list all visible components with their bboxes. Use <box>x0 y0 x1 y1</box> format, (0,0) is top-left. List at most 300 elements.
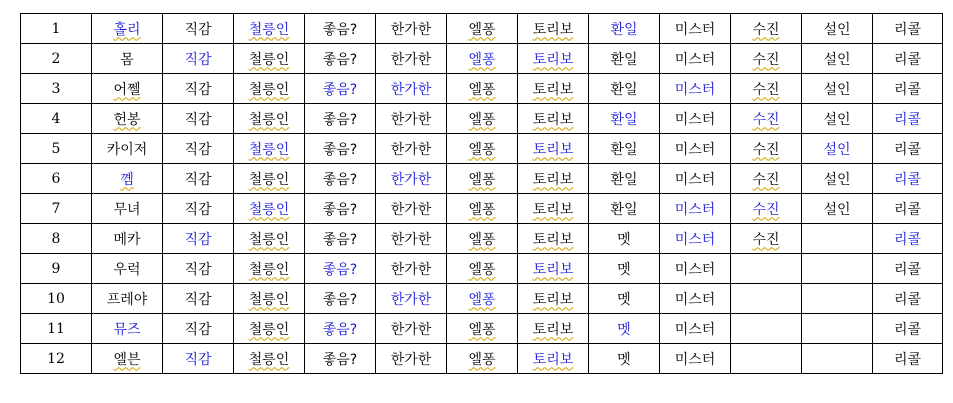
cell-text: 미스터 <box>674 351 716 368</box>
cell-text: 한가한 <box>390 21 432 38</box>
cell-text: 멧 <box>617 321 631 338</box>
cell-text: 미스터 <box>674 111 716 128</box>
row-number-cell: 5 <box>21 134 92 164</box>
table-cell <box>589 134 660 164</box>
table-cell <box>660 194 731 224</box>
cell-text: 리콜 <box>893 321 922 338</box>
table-cell <box>163 344 234 374</box>
table-cell <box>376 14 447 44</box>
table-cell <box>518 344 589 374</box>
cell-text: 토리보 <box>532 81 574 98</box>
cell-text: 리콜 <box>893 51 922 68</box>
table-cell <box>305 14 376 44</box>
cell-text: 토리보 <box>532 351 574 368</box>
table-cell <box>660 134 731 164</box>
cell-text: 설인 <box>823 171 851 188</box>
table-cell <box>92 284 163 314</box>
table-cell <box>660 254 731 284</box>
table-cell <box>802 194 873 224</box>
row-number-cell: 3 <box>21 74 92 104</box>
table-cell <box>731 134 802 164</box>
table-cell <box>376 164 447 194</box>
cell-text: 좋음? <box>322 111 358 128</box>
cell-text: 좋음? <box>322 351 358 368</box>
cell-text: 설인 <box>823 21 851 38</box>
cell-text: 엘퐁 <box>468 291 496 308</box>
table-cell <box>234 284 305 314</box>
table-cell <box>518 14 589 44</box>
table-cell <box>163 224 234 254</box>
table-cell <box>92 224 163 254</box>
table-cell <box>518 74 589 104</box>
cell-text: 수진 <box>752 201 780 218</box>
cell-text: 직감 <box>184 321 212 338</box>
cell-text: 철릉인 <box>248 171 290 188</box>
table-cell <box>589 284 660 314</box>
cell-text: 좋음? <box>322 321 358 338</box>
cell-text: 토리보 <box>532 141 574 158</box>
table-cell <box>660 284 731 314</box>
cell-text: 철릉인 <box>248 201 290 218</box>
table-cell <box>731 164 802 194</box>
table-cell <box>163 254 234 284</box>
cell-text: 멧 <box>617 291 631 308</box>
cell-text: 설인 <box>823 111 851 128</box>
table-cell <box>447 254 518 284</box>
table-cell <box>305 224 376 254</box>
cell-text: 철릉인 <box>248 291 290 308</box>
table-cell <box>234 344 305 374</box>
cell-text: 엘퐁 <box>468 21 496 38</box>
table-cell <box>802 284 873 314</box>
cell-text: 환일 <box>610 171 638 188</box>
cell-text: 철릉인 <box>248 21 290 38</box>
table-cell <box>518 224 589 254</box>
cell-text: 직감 <box>184 81 212 98</box>
table-cell <box>305 314 376 344</box>
table-cell <box>92 314 163 344</box>
table-cell <box>873 314 943 344</box>
cell-text: 몸 <box>120 51 134 68</box>
table-cell <box>447 134 518 164</box>
cell-text: 한가한 <box>390 201 432 218</box>
cell-text: 한가한 <box>390 141 432 158</box>
cell-text: 토리보 <box>532 201 574 218</box>
table-cell <box>873 164 943 194</box>
cell-text: 수진 <box>752 111 780 128</box>
cell-text: 좋음? <box>322 51 358 68</box>
cell-text: 환일 <box>610 111 638 128</box>
cell-text: 엘퐁 <box>468 141 496 158</box>
cell-text: 한가한 <box>390 231 432 248</box>
table-cell <box>660 344 731 374</box>
cell-text: 좋음? <box>322 81 358 98</box>
table-cell <box>447 224 518 254</box>
table-cell <box>447 14 518 44</box>
table-cell <box>447 284 518 314</box>
table-row <box>21 104 943 134</box>
cell-text: 토리보 <box>532 21 574 38</box>
cell-text: 엘퐁 <box>468 321 496 338</box>
table-cell <box>92 164 163 194</box>
cell-text: 무녀 <box>113 201 141 218</box>
cell-text: 철릉인 <box>248 261 290 278</box>
cell-text: 직감 <box>184 261 212 278</box>
cell-text: 환일 <box>610 141 638 158</box>
cell-text: 미스터 <box>674 21 716 38</box>
table-cell <box>802 314 873 344</box>
cell-text: 프레야 <box>106 291 148 308</box>
cell-text: 엘퐁 <box>468 351 496 368</box>
table-cell <box>802 74 873 104</box>
table-cell <box>163 284 234 314</box>
table-cell <box>305 194 376 224</box>
table-cell <box>305 74 376 104</box>
cell-text: 뮤즈 <box>113 321 141 338</box>
cell-text: 좋음? <box>322 291 358 308</box>
cell-text: 멧 <box>617 231 631 248</box>
cell-text: 리콜 <box>893 231 922 248</box>
cell-text: 리콜 <box>893 141 922 158</box>
table-row <box>21 14 943 44</box>
table-cell <box>518 134 589 164</box>
table-cell <box>660 224 731 254</box>
table-cell <box>92 44 163 74</box>
table-cell <box>518 164 589 194</box>
table-cell <box>447 314 518 344</box>
table-cell <box>376 254 447 284</box>
table-cell <box>447 164 518 194</box>
cell-text: 리콜 <box>893 111 922 128</box>
cell-text: 우럭 <box>113 261 141 278</box>
cell-text: 미스터 <box>674 201 716 218</box>
row-number-cell: 8 <box>21 224 92 254</box>
table-row <box>21 284 943 314</box>
cell-text: 수진 <box>752 51 780 68</box>
table-cell <box>163 314 234 344</box>
table-cell <box>873 284 943 314</box>
table-cell <box>802 134 873 164</box>
table-cell <box>376 284 447 314</box>
table-cell <box>163 14 234 44</box>
cell-text: 수진 <box>752 231 780 248</box>
table-cell <box>589 74 660 104</box>
table-cell <box>731 14 802 44</box>
row-number-cell: 2 <box>21 44 92 74</box>
cell-text: 좋음? <box>322 141 358 158</box>
table-cell <box>92 254 163 284</box>
table-cell <box>234 164 305 194</box>
cell-text: 직감 <box>184 201 212 218</box>
table-cell <box>660 314 731 344</box>
cell-text: 철릉인 <box>248 321 290 338</box>
cell-text: 좋음? <box>322 201 358 218</box>
cell-text: 설인 <box>823 51 851 68</box>
table-cell <box>447 44 518 74</box>
cell-text: 토리보 <box>532 321 574 338</box>
table-cell <box>163 44 234 74</box>
cell-text: 한가한 <box>390 351 432 368</box>
row-number-cell: 11 <box>21 314 92 344</box>
table-cell <box>802 44 873 74</box>
cell-text: 리콜 <box>893 21 922 38</box>
table-cell <box>518 284 589 314</box>
table-cell <box>305 344 376 374</box>
cell-text: 토리보 <box>532 171 574 188</box>
table-row <box>21 134 943 164</box>
row-number-cell: 9 <box>21 254 92 284</box>
cell-text: 철릉인 <box>248 141 290 158</box>
table-cell <box>589 164 660 194</box>
table-cell <box>802 224 873 254</box>
table-cell <box>589 14 660 44</box>
cell-text: 한가한 <box>390 81 432 98</box>
cell-text: 엘퐁 <box>468 231 496 248</box>
table-cell <box>873 14 943 44</box>
table-cell <box>660 14 731 44</box>
cell-text: 한가한 <box>390 171 432 188</box>
cell-text: 직감 <box>184 171 212 188</box>
row-number-cell: 10 <box>21 284 92 314</box>
table-cell <box>518 44 589 74</box>
cell-text: 멧 <box>617 351 631 368</box>
table-cell <box>376 194 447 224</box>
table-cell <box>234 104 305 134</box>
data-table <box>20 13 943 374</box>
table-cell <box>163 74 234 104</box>
cell-text: 엘븐 <box>113 351 141 368</box>
table-cell <box>731 194 802 224</box>
table-row <box>21 254 943 284</box>
cell-text: 리콜 <box>893 351 922 368</box>
cell-text: 직감 <box>184 351 212 368</box>
table-cell <box>376 314 447 344</box>
table-cell <box>518 194 589 224</box>
table-cell <box>305 44 376 74</box>
table-row <box>21 224 943 254</box>
cell-text: 철릉인 <box>248 51 290 68</box>
cell-text: 수진 <box>752 141 780 158</box>
cell-text: 철릉인 <box>248 351 290 368</box>
table-cell <box>589 44 660 74</box>
cell-text: 리콜 <box>893 291 922 308</box>
cell-text: 수진 <box>752 81 780 98</box>
table-cell <box>92 74 163 104</box>
cell-text: 좋음? <box>322 261 358 278</box>
table-row <box>21 74 943 104</box>
table-cell <box>873 224 943 254</box>
table-body <box>21 14 943 374</box>
table-cell <box>731 344 802 374</box>
table-cell <box>447 74 518 104</box>
cell-text: 헌봉 <box>113 111 141 128</box>
row-number-cell: 4 <box>21 104 92 134</box>
table-cell <box>589 194 660 224</box>
table-cell <box>873 74 943 104</box>
table-cell <box>234 134 305 164</box>
table-cell <box>731 254 802 284</box>
cell-text: 환일 <box>610 51 638 68</box>
row-number-cell: 1 <box>21 14 92 44</box>
cell-text: 미스터 <box>674 81 716 98</box>
table-cell <box>589 314 660 344</box>
table-cell <box>376 224 447 254</box>
cell-text: 엘퐁 <box>468 81 496 98</box>
cell-text: 좋음? <box>322 21 358 38</box>
cell-text: 직감 <box>184 51 212 68</box>
table-cell <box>163 134 234 164</box>
table-cell <box>92 134 163 164</box>
row-number-cell: 12 <box>21 344 92 374</box>
table-cell <box>234 44 305 74</box>
table-cell <box>305 284 376 314</box>
table-cell <box>802 344 873 374</box>
cell-text: 설인 <box>823 141 851 158</box>
cell-text: 수진 <box>752 171 780 188</box>
cell-text: 리콜 <box>893 171 922 188</box>
table-row <box>21 194 943 224</box>
table-cell <box>518 254 589 284</box>
cell-text: 미스터 <box>674 231 716 248</box>
table-cell <box>92 344 163 374</box>
table-cell <box>873 344 943 374</box>
cell-text: 미스터 <box>674 291 716 308</box>
cell-text: 미스터 <box>674 141 716 158</box>
table-row <box>21 344 943 374</box>
cell-text: 철릉인 <box>248 231 290 248</box>
cell-text: 환일 <box>610 81 638 98</box>
cell-text: 철릉인 <box>248 81 290 98</box>
table-cell <box>660 104 731 134</box>
cell-text: 직감 <box>184 141 212 158</box>
cell-text: 설인 <box>823 81 851 98</box>
table-cell <box>447 344 518 374</box>
cell-text: 엘퐁 <box>468 51 496 68</box>
cell-text: 좋음? <box>322 231 358 248</box>
table-cell <box>518 104 589 134</box>
cell-text: 토리보 <box>532 51 574 68</box>
table-cell <box>163 194 234 224</box>
table-cell <box>589 224 660 254</box>
cell-text: 직감 <box>184 111 212 128</box>
table-cell <box>163 164 234 194</box>
cell-text: 리콜 <box>893 261 922 278</box>
table-cell <box>873 44 943 74</box>
table-cell <box>873 134 943 164</box>
cell-text: 엘퐁 <box>468 201 496 218</box>
cell-text: 한가한 <box>390 111 432 128</box>
table-cell <box>518 314 589 344</box>
cell-text: 카이저 <box>106 141 148 158</box>
cell-text: 한가한 <box>390 51 432 68</box>
cell-text: 어쩰 <box>113 81 141 98</box>
table-cell <box>589 344 660 374</box>
table-cell <box>660 74 731 104</box>
table-row <box>21 314 943 344</box>
table-cell <box>234 254 305 284</box>
table-row <box>21 44 943 74</box>
table-cell <box>376 104 447 134</box>
table-cell <box>873 104 943 134</box>
table-cell <box>305 134 376 164</box>
table-cell <box>234 74 305 104</box>
table-cell <box>234 194 305 224</box>
table-cell <box>447 194 518 224</box>
row-number-cell: 7 <box>21 194 92 224</box>
cell-text: 엘퐁 <box>468 111 496 128</box>
table-cell <box>873 254 943 284</box>
table-cell <box>731 314 802 344</box>
table-cell <box>802 254 873 284</box>
cell-text: 직감 <box>184 231 212 248</box>
cell-text: 철릉인 <box>248 111 290 128</box>
table-cell <box>589 254 660 284</box>
cell-text: 환일 <box>610 201 638 218</box>
cell-text: 미스터 <box>674 261 716 278</box>
cell-text: 환일 <box>610 21 638 38</box>
table-cell <box>234 314 305 344</box>
row-number-cell: 6 <box>21 164 92 194</box>
cell-text: 미스터 <box>674 51 716 68</box>
cell-text: 한가한 <box>390 321 432 338</box>
table-cell <box>731 74 802 104</box>
table-cell <box>447 104 518 134</box>
cell-text: 토리보 <box>532 291 574 308</box>
table-cell <box>802 104 873 134</box>
cell-text: 좋음? <box>322 171 358 188</box>
cell-text: 직감 <box>184 21 212 38</box>
table-row <box>21 164 943 194</box>
table-cell <box>376 344 447 374</box>
cell-text: 토리보 <box>532 261 574 278</box>
cell-text: 리콜 <box>893 81 922 98</box>
cell-text: 미스터 <box>674 171 716 188</box>
cell-text: 리콜 <box>893 201 922 218</box>
table-cell <box>731 284 802 314</box>
cell-text: 한가한 <box>390 261 432 278</box>
table-cell <box>234 14 305 44</box>
cell-text: 직감 <box>184 291 212 308</box>
table-cell <box>589 104 660 134</box>
cell-text: 메카 <box>113 231 141 248</box>
cell-text: 엘퐁 <box>468 261 496 278</box>
cell-text: 토리보 <box>532 231 574 248</box>
table-cell <box>731 104 802 134</box>
table-cell <box>305 104 376 134</box>
cell-text: 한가한 <box>390 291 432 308</box>
table-cell <box>660 44 731 74</box>
table-cell <box>873 194 943 224</box>
cell-text: 토리보 <box>532 111 574 128</box>
table-cell <box>305 254 376 284</box>
table-cell <box>731 44 802 74</box>
cell-text: 멧 <box>617 261 631 278</box>
table-cell <box>376 44 447 74</box>
cell-text: 꼠 <box>120 171 134 188</box>
table-cell <box>234 224 305 254</box>
table-cell <box>92 194 163 224</box>
table-cell <box>802 14 873 44</box>
table-cell <box>731 224 802 254</box>
table-cell <box>802 164 873 194</box>
table-cell <box>305 164 376 194</box>
cell-text: 설인 <box>823 201 851 218</box>
cell-text: 미스터 <box>674 321 716 338</box>
table-cell <box>660 164 731 194</box>
table-cell <box>92 14 163 44</box>
cell-text: 홀리 <box>113 21 141 38</box>
cell-text: 엘퐁 <box>468 171 496 188</box>
